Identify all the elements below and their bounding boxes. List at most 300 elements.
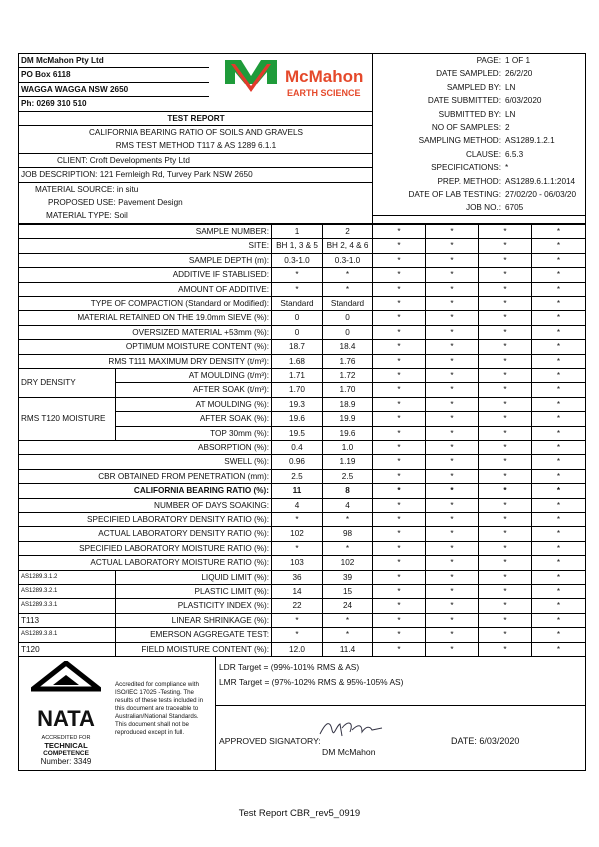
value-cell: * [532, 628, 586, 642]
table-row [19, 541, 586, 555]
signature-icon [316, 716, 386, 744]
value-cell: * [426, 599, 479, 613]
value-cell: * [426, 498, 479, 512]
nata-logo-text: NATA [37, 706, 95, 732]
value-cell: * [532, 527, 586, 541]
value-cell: * [479, 368, 532, 382]
value-cell: * [479, 426, 532, 440]
row-label: NUMBER OF DAYS SOAKING: [19, 498, 272, 512]
row-label: EMERSON AGGREGATE TEST: [116, 628, 272, 642]
date-sampled-value: 26/2/20 [505, 69, 533, 79]
value-cell: * [373, 440, 426, 454]
company-po-box: PO Box 6118 [19, 68, 209, 82]
value-cell: 0.96 [272, 455, 323, 469]
footer-block [18, 657, 586, 771]
row-label: AT MOULDING (%): [116, 397, 272, 411]
value-cell: * [532, 397, 586, 411]
value-cell: * [426, 296, 479, 310]
value-cell: 18.9 [323, 397, 373, 411]
row-label: OVERSIZED MATERIAL +53mm (%): [19, 325, 272, 339]
value-cell: 19.6 [272, 412, 323, 426]
nata-statement: Accredited for compliance with ISO/IEC 17025 -Testing. The results of these tests included in this document are traceable to Australian/National Standards. This document shall not be reproduced except in full. [115, 681, 204, 737]
row-label: AMOUNT OF ADDITIVE: [19, 282, 272, 296]
table-row [19, 311, 586, 325]
value-cell: * [426, 642, 479, 656]
value-cell: * [532, 239, 586, 253]
value-cell: * [323, 613, 373, 627]
value-cell: * [323, 541, 373, 555]
value-cell: * [373, 253, 426, 267]
submitted-by-value: LN [505, 109, 516, 119]
value-cell: 14 [272, 585, 323, 599]
table-row [19, 354, 586, 368]
value-cell: 4 [272, 498, 323, 512]
value-cell: * [426, 224, 479, 238]
signature-date-value: 6/03/2020 [479, 736, 520, 747]
value-cell: Standard [323, 296, 373, 310]
group-label: DRY DENSITY [19, 368, 116, 397]
results-table [18, 224, 586, 657]
value-cell: * [532, 368, 586, 382]
value-cell: * [532, 253, 586, 267]
date-submitted-value: 6/03/2020 [505, 96, 542, 106]
ldr-target: LDR Target = (99%-101% RMS & AS) [219, 662, 360, 673]
group-label: RMS T120 MOISTURE [19, 397, 116, 440]
row-label: LINEAR SHRINKAGE (%): [116, 613, 272, 627]
date-testing-value: 27/02/20 - 06/03/20 [505, 190, 577, 200]
value-cell: * [426, 282, 479, 296]
table-row [19, 253, 586, 267]
value-cell: * [532, 325, 586, 339]
value-cell: * [373, 570, 426, 584]
no-samples-value: 2 [505, 123, 510, 133]
value-cell: * [532, 340, 586, 354]
row-label: FIELD MOISTURE CONTENT (%): [116, 642, 272, 656]
test-method: AS1289.3.1.2 [19, 570, 116, 584]
value-cell: * [532, 541, 586, 555]
value-cell: * [479, 556, 532, 570]
test-method: AS1289.3.3.1 [19, 599, 116, 613]
table-row [19, 368, 586, 382]
table-row [19, 585, 586, 599]
value-cell: * [272, 628, 323, 642]
value-cell: * [373, 368, 426, 382]
row-label: RMS T111 MAXIMUM DRY DENSITY (t/m³): [19, 354, 272, 368]
value-cell: 1.76 [323, 354, 373, 368]
value-cell: Standard [272, 296, 323, 310]
value-cell: * [426, 585, 479, 599]
value-cell: * [532, 513, 586, 527]
value-cell: * [373, 642, 426, 656]
value-cell: * [532, 585, 586, 599]
value-cell: * [373, 613, 426, 627]
nata-triangle-icon [31, 661, 101, 711]
value-cell: * [373, 498, 426, 512]
clause-value: 6.5.3 [505, 149, 524, 159]
approved-signatory-label: APPROVED SIGNATORY: [219, 736, 321, 747]
value-cell: * [373, 412, 426, 426]
value-cell: * [426, 426, 479, 440]
value-cell: 1.71 [272, 368, 323, 382]
nata-technical: TECHNICAL [44, 741, 88, 751]
value-cell: 1.0 [323, 440, 373, 454]
value-cell: 2.5 [272, 469, 323, 483]
value-cell: * [373, 484, 426, 498]
table-row [19, 469, 586, 483]
proposed-use-row: PROPOSED USE: Pavement Design [48, 198, 183, 208]
value-cell: * [373, 527, 426, 541]
value-cell: * [272, 513, 323, 527]
row-label: SPECIFIED LABORATORY MOISTURE RATIO (%): [19, 541, 272, 555]
value-cell: * [426, 541, 479, 555]
value-cell: * [426, 383, 479, 397]
value-cell: 12.0 [272, 642, 323, 656]
test-method: T113 [19, 613, 116, 627]
mcmahon-logo-icon [211, 54, 371, 106]
value-cell: * [532, 426, 586, 440]
value-cell: * [272, 613, 323, 627]
signatory-name: DM McMahon [322, 747, 376, 758]
table-row [19, 642, 586, 656]
value-cell: * [532, 383, 586, 397]
value-cell: * [532, 354, 586, 368]
page-value: 1 OF 1 [505, 56, 531, 65]
table-row [19, 613, 586, 627]
row-label: SAMPLE DEPTH (m): [19, 253, 272, 267]
nata-cell [19, 657, 216, 771]
row-label: ABSORPTION (%): [19, 440, 272, 454]
row-label: CALIFORNIA BEARING RATIO (%): [19, 484, 272, 498]
value-cell: 11 [272, 484, 323, 498]
material-source-row: MATERIAL SOURCE: in situ [35, 184, 139, 194]
value-cell: 19.5 [272, 426, 323, 440]
value-cell: * [426, 397, 479, 411]
table-row [19, 455, 586, 469]
value-cell: * [479, 513, 532, 527]
value-cell: * [426, 440, 479, 454]
value-cell: * [373, 224, 426, 238]
value-cell: * [426, 239, 479, 253]
value-cell: 39 [323, 570, 373, 584]
value-cell: * [479, 397, 532, 411]
value-cell: * [373, 585, 426, 599]
value-cell: * [323, 268, 373, 282]
value-cell: * [272, 268, 323, 282]
value-cell: * [479, 383, 532, 397]
value-cell: * [426, 469, 479, 483]
value-cell: * [479, 484, 532, 498]
job-description-row: JOB DESCRIPTION: 121 Fernleigh Rd, Turvey Park NSW 2650 [19, 168, 373, 182]
value-cell: * [323, 282, 373, 296]
value-cell: BH 1, 3 & 5 [272, 239, 323, 253]
value-cell: 102 [272, 527, 323, 541]
nata-logo [23, 661, 109, 766]
row-label: MATERIAL RETAINED ON THE 19.0mm SIEVE (%): [19, 311, 272, 325]
lmr-target: LMR Target = (97%-102% RMS & 95%-105% AS) [219, 677, 404, 688]
value-cell: * [373, 296, 426, 310]
row-label: ACTUAL LABORATORY MOISTURE RATIO (%): [19, 556, 272, 570]
value-cell: * [532, 642, 586, 656]
value-cell: BH 2, 4 & 6 [323, 239, 373, 253]
value-cell: * [426, 325, 479, 339]
value-cell: * [479, 613, 532, 627]
row-label: SAMPLE NUMBER: [19, 224, 272, 238]
value-cell: 103 [272, 556, 323, 570]
value-cell: * [479, 440, 532, 454]
row-label: AFTER SOAK (t/m³): [116, 383, 272, 397]
value-cell: * [426, 455, 479, 469]
value-cell: 1.72 [323, 368, 373, 382]
table-row [19, 527, 586, 541]
table-row [19, 498, 586, 512]
value-cell: * [426, 340, 479, 354]
row-label: PLASTIC LIMIT (%): [116, 585, 272, 599]
value-cell: * [373, 397, 426, 411]
value-cell: 102 [323, 556, 373, 570]
value-cell: * [373, 268, 426, 282]
value-cell: 0 [323, 311, 373, 325]
value-cell: * [426, 484, 479, 498]
value-cell: * [426, 253, 479, 267]
row-label: SPECIFIED LABORATORY DENSITY RATIO (%): [19, 513, 272, 527]
value-cell: 1.68 [272, 354, 323, 368]
sampled-by-value: LN [505, 82, 516, 92]
value-cell: * [479, 628, 532, 642]
value-cell: * [373, 469, 426, 483]
value-cell: * [426, 527, 479, 541]
value-cell: * [479, 239, 532, 253]
value-cell: * [479, 325, 532, 339]
value-cell: * [426, 268, 479, 282]
value-cell: * [532, 296, 586, 310]
test-method: AS1289.3.2.1 [19, 585, 116, 599]
value-cell: * [479, 570, 532, 584]
value-cell: * [373, 541, 426, 555]
row-label: TOP 30mm (%): [116, 426, 272, 440]
table-row [19, 239, 586, 253]
company-phone: Ph: 0269 310 510 [19, 97, 209, 111]
value-cell: * [532, 599, 586, 613]
value-cell: 0.4 [272, 440, 323, 454]
value-cell: * [479, 268, 532, 282]
value-cell: * [373, 311, 426, 325]
value-cell: 0 [323, 325, 373, 339]
row-label: ACTUAL LABORATORY DENSITY RATIO (%): [19, 527, 272, 541]
value-cell: 19.9 [323, 412, 373, 426]
value-cell: * [426, 613, 479, 627]
prep-method-value: AS1289.6.1.1:2014 [505, 176, 576, 186]
row-label: CBR OBTAINED FROM PENETRATION (mm): [19, 469, 272, 483]
value-cell: * [479, 224, 532, 238]
footer-text: Test Report CBR_rev5_0919 [238, 808, 361, 819]
value-cell: 8 [323, 484, 373, 498]
company-logo [209, 54, 373, 111]
value-cell: 1.70 [323, 383, 373, 397]
table-row [19, 599, 586, 613]
value-cell: * [479, 527, 532, 541]
value-cell: * [373, 354, 426, 368]
nata-competence: COMPETENCE [43, 750, 89, 758]
test-method: T120 [19, 642, 116, 656]
value-cell: * [479, 340, 532, 354]
value-cell: * [532, 311, 586, 325]
report-heading: TEST REPORT [19, 111, 373, 125]
value-cell: * [373, 426, 426, 440]
value-cell: * [479, 253, 532, 267]
value-cell: 19.3 [272, 397, 323, 411]
value-cell: * [373, 628, 426, 642]
value-cell: * [479, 469, 532, 483]
row-label: AT MOULDING (t/m³): [116, 368, 272, 382]
table-row [19, 224, 586, 238]
row-label: TYPE OF COMPACTION (Standard or Modified): [19, 296, 272, 310]
value-cell: * [426, 513, 479, 527]
value-cell: * [426, 368, 479, 382]
value-cell: * [373, 599, 426, 613]
table-row [19, 296, 586, 310]
value-cell: * [479, 412, 532, 426]
value-cell: * [532, 282, 586, 296]
value-cell: * [323, 513, 373, 527]
value-cell: * [479, 455, 532, 469]
value-cell: 1.70 [272, 383, 323, 397]
row-label: AFTER SOAK (%): [116, 412, 272, 426]
company-name: DM McMahon Pty Ltd [19, 54, 209, 68]
value-cell: * [272, 541, 323, 555]
value-cell: * [532, 556, 586, 570]
report-sheet [18, 53, 585, 771]
value-cell: * [479, 282, 532, 296]
material-type-row: MATERIAL TYPE: Soil [46, 211, 128, 221]
row-label: ADDITIVE IF STABLISED: [19, 268, 272, 282]
table-row [19, 484, 586, 498]
value-cell: * [479, 585, 532, 599]
value-cell: 22 [272, 599, 323, 613]
nata-number: Number: 3349 [40, 757, 92, 767]
value-cell: * [426, 354, 479, 368]
table-row [19, 397, 586, 411]
table-row [19, 513, 586, 527]
value-cell: * [532, 412, 586, 426]
value-cell: * [426, 628, 479, 642]
table-row [19, 556, 586, 570]
value-cell: 0.3-1.0 [272, 253, 323, 267]
value-cell: * [532, 268, 586, 282]
targets-cell [216, 657, 586, 706]
value-cell: * [479, 296, 532, 310]
client-row: CLIENT: Croft Developments Pty Ltd [19, 153, 373, 167]
value-cell: * [479, 541, 532, 555]
value-cell: 2.5 [323, 469, 373, 483]
value-cell: * [479, 498, 532, 512]
value-cell: 18.4 [323, 340, 373, 354]
value-cell: * [373, 513, 426, 527]
value-cell: * [323, 628, 373, 642]
value-cell: * [479, 642, 532, 656]
header-left [19, 54, 373, 224]
specifications-value: * [505, 163, 509, 173]
signature-date: DATE: 6/03/2020 [451, 736, 520, 747]
value-cell: 4 [323, 498, 373, 512]
job-description-value: 121 Fernleigh Rd, Turvey Park NSW 2650 [99, 170, 253, 180]
value-cell: * [426, 570, 479, 584]
value-cell: 2 [323, 224, 373, 238]
value-cell: * [532, 613, 586, 627]
value-cell: * [532, 455, 586, 469]
logo-main: McMahon [285, 67, 364, 87]
value-cell: 11.4 [323, 642, 373, 656]
value-cell: * [373, 383, 426, 397]
table-row [19, 282, 586, 296]
report-title: CALIFORNIA BEARING RATIO OF SOILS AND GRAVELS [89, 128, 303, 138]
report-method: RMS TEST METHOD T117 & AS 1289 6.1.1 [19, 139, 373, 153]
value-cell: 19.6 [323, 426, 373, 440]
value-cell: * [373, 239, 426, 253]
job-no-value: 6705 [503, 201, 586, 215]
value-cell: * [426, 311, 479, 325]
value-cell: * [532, 570, 586, 584]
value-cell: 1.19 [323, 455, 373, 469]
logo-sub: EARTH SCIENCE [287, 88, 361, 99]
value-cell: 36 [272, 570, 323, 584]
value-cell: * [479, 354, 532, 368]
table-row [19, 340, 586, 354]
row-label: SWELL (%): [19, 455, 272, 469]
value-cell: * [272, 282, 323, 296]
value-cell: * [532, 484, 586, 498]
value-cell: * [426, 556, 479, 570]
value-cell: 0 [272, 311, 323, 325]
table-row [19, 628, 586, 642]
value-cell: * [373, 340, 426, 354]
value-cell: * [479, 311, 532, 325]
value-cell: * [532, 469, 586, 483]
header-table [18, 53, 586, 224]
value-cell: 0.3-1.0 [323, 253, 373, 267]
value-cell: * [426, 412, 479, 426]
value-cell: * [373, 325, 426, 339]
value-cell: * [373, 556, 426, 570]
test-method: AS1289.3.8.1 [19, 628, 116, 642]
table-row [19, 570, 586, 584]
row-label: LIQUID LIMIT (%): [116, 570, 272, 584]
value-cell: * [532, 498, 586, 512]
value-cell: 24 [323, 599, 373, 613]
table-row [19, 325, 586, 339]
value-cell: * [373, 455, 426, 469]
signature-cell [216, 706, 586, 771]
nata-accredited-for: ACCREDITED FOR [41, 735, 91, 742]
value-cell: 15 [323, 585, 373, 599]
value-cell: 98 [323, 527, 373, 541]
row-label: PLASTICITY INDEX (%): [116, 599, 272, 613]
row-label: SITE: [19, 239, 272, 253]
table-row [19, 268, 586, 282]
value-cell: * [532, 440, 586, 454]
header-right: PAGE: 1 OF 1 DATE SAMPLED: 26/2/20 SAMPLED BY: LN DATE SUBMITTED: 6/03/2020 SUBMITTED BY: LN NO OF SAMPLES: 2 SAMPLING METHOD: AS1289.1.2.1 CLAUSE: 6.5.3 SPECIFICATIONS: * PREP. METHOD: AS1289.6.1.1:2014 DATE OF LAB TESTING: 27/02/20 - 06/03/20 JOB NO.: 6705 [373, 54, 586, 224]
value-cell: * [532, 224, 586, 238]
company-city: WAGGA WAGGA NSW 2650 [19, 82, 209, 96]
value-cell: 18.7 [272, 340, 323, 354]
row-label: OPTIMUM MOISTURE CONTENT (%): [19, 340, 272, 354]
sampling-method-value: AS1289.1.2.1 [505, 136, 555, 146]
client-value: Croft Developments Pty Ltd [89, 155, 190, 165]
value-cell: 1 [272, 224, 323, 238]
value-cell: 0 [272, 325, 323, 339]
value-cell: * [479, 599, 532, 613]
table-row [19, 440, 586, 454]
value-cell: * [373, 282, 426, 296]
